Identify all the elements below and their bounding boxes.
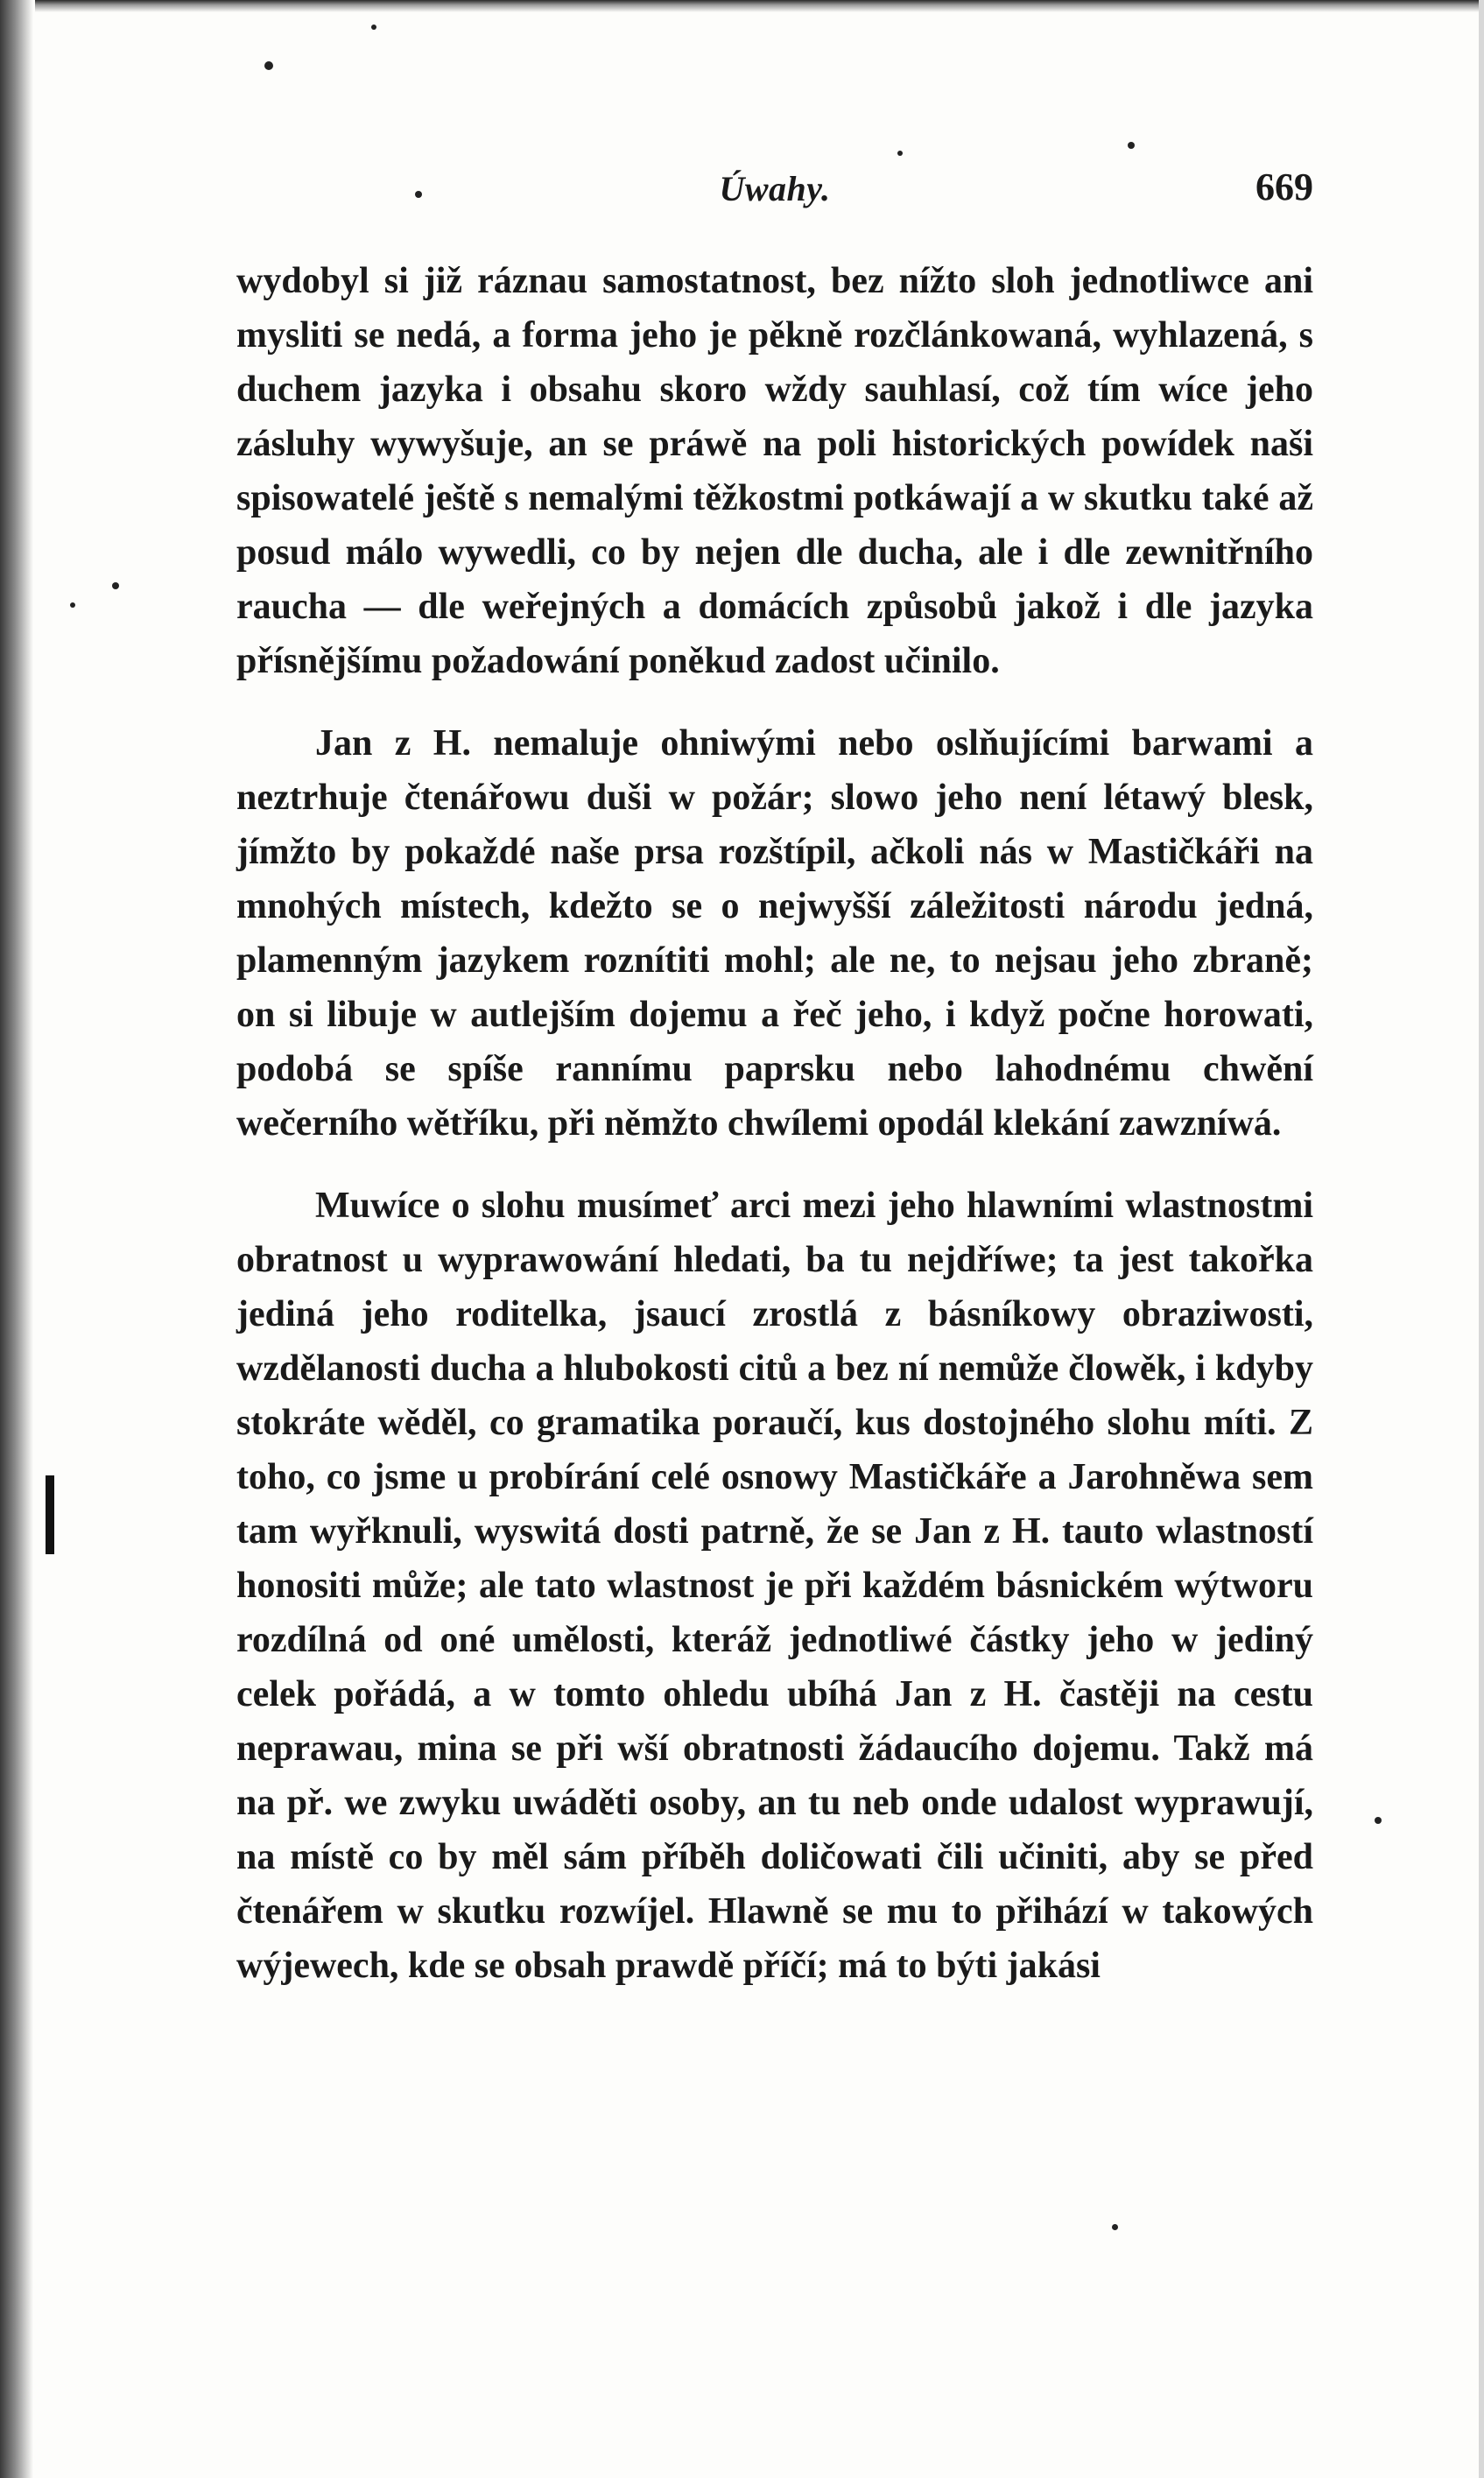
running-head: Úwahy. [719,169,831,208]
page-header [236,165,1313,221]
scan-speck [264,61,273,70]
paragraph-3: Muwíce o slohu musímeť arci mezi jeho hlawními wlastnostmi obratnost u wyprawowání hledati, ba tu nejdříwe; ta jest takořka jediná jeho roditelka, jsaucí zrostlá z básníkowy obraziwosti, wzdělanosti ducha a hlubokosti citů a bez ní nemůže člowěk, i kdyby stokráte wěděl, co gramatika poraučí, kus dostojného slohu míti. Z toho, co jsme u probírání celé osnowy Mastičkáře a Jarohněwa sem tam wyřknuli, wyswitá dosti patrně, že se Jan z H. tauto wlastností honositi může; ale tato wlastnost je při každém básnickém wýtworu rozdílná od oné umělosti, kteráž jednotliwé částky jeho w jediný celek pořádá, a w tomto ohledu ubíhá Jan z H. častěji na cestu neprawau, mina se při wší obratnosti žádaucího dojemu. Takž má na př. we zwyku uwáděti osoby, an tu neb onde udalost wyprawují, na místě co by měl sám příběh doličowati čili učiniti, aby se před čtenářem w skutku rozwíjel. Hlawně se mu to přihází w takowých wýjewech, kde se obsah prawdě příčí; má to býti jakási [236,1186,1313,1986]
paragraph-1: wydobyl si již ráznau samostatnost, bez nížto sloh jednotliwce ani mysliti se nedá, a forma jeho je pěkně rozčlánkowaná, wyhlazená, s duchem jazyka i obsahu skoro wždy sauhlasí, což tím wíce jeho zásluhy wywyšuje, an se práwě na poli historických powídek naši spisowatelé ještě s nemalými těžkostmi potkáwají a w skutku také až posud málo wywedli, co by nejen dle ducha, ale i dle zewnitřního raucha — dle weřejných a domácích způsobů jakož i dle jazyka přísnějšímu požadowání poněkud zadost učinilo. [236,261,1313,681]
paragraph-2: Jan z H. nemaluje ohniwými nebo oslňujícími barwami a neztrhuje čtenářowu duši w požár; slowo jeho není létawý blesk, jímžto by pokaždé naše prsa rozštípil, ačkoli nás w Mastičkáři na mnohých místech, kdežto se o nejwyšší záležitosti národu jedná, plamenným jazykem roznítiti mohl; ale ne, to nejsau jeho zbraně; on si libuje w autlejším dojemu a řeč jeho, i když počne horowati, podobá se spíše rannímu paprsku nebo lahodnému chwění wečerního wětříku, při němžto chwílemi opodál klekání zawzníwá. [236,723,1313,1144]
scan-speck [1128,142,1135,149]
page-left-edge [0,0,33,2478]
page-top-edge [35,0,1484,12]
scan-speck [371,25,376,30]
scan-speck [1112,2224,1118,2230]
scan-speck [1375,1817,1382,1824]
binding-mark [46,1475,54,1554]
scan-speck [70,602,75,608]
page-number: 669 [1255,165,1313,208]
scan-speck [897,151,903,156]
scan-speck [112,582,119,589]
body-text [236,254,1313,2021]
page-right-edge [1479,0,1484,2478]
